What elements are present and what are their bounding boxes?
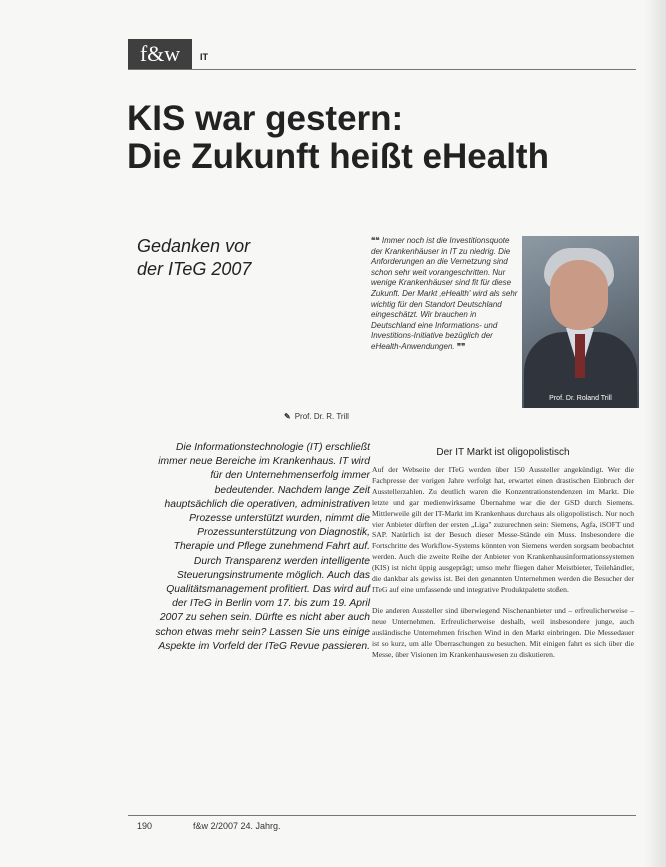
photo-caption: Prof. Dr. Roland Trill — [549, 395, 612, 402]
pull-quote-text: Immer noch ist die Investitionsquote der Krankenhäuser in IT zu niedrig. Die Anforderungen an die Vernetzung sind schon sehr weit vorangeschritten. Nur wenige Krankenhäuser sind fit für diese Zukunft. Der Markt ‚eHealth' wird als sehr wichtig für den Standort Deutschland eingeschätzt. Wir brauchen in Deutschland eine Informations- und Investitions-Initiative bezüglich der eHealth-Anwendungen. — [371, 236, 518, 351]
photo-tie-shape — [575, 334, 585, 378]
header-divider — [128, 69, 636, 70]
subtitle-line-2: der ITeG 2007 — [137, 259, 252, 279]
article-body — [372, 465, 634, 670]
body-paragraph: Auf der Webseite der ITeG werden über 150 Aussteller angekündigt. Wer die Fachpresse der vorigen Jahre verfolgt hat, erwartet einen drastischen Einbruch der Ausstellerzahlen. Zu deutlich waren die Konzentrationstendenzen im Markt. Die letzte und gar medienwirksame Übernahme war die der GSD durch Siemens. Mittlerweile gilt der IT-Markt im Krankenhaus durchaus als oligopolistisch. Nur noch vier Anbieter dürften der ersten „Liga" zuzurechnen sein: Siemens, Agfa, iSOFT und SAP. Natürlich ist der Besuch dieser Messe-Stände ein Muss. Insbesondere die Fortschritte des Workflow-Systems könnten von Siemens werden sorgsam beobachtet werden. Auch die zweite Reihe der Anbieter von Krankenhausinformationssystemen (KIS) ist nicht üppig ausgeprägt; umso mehr fliegen daher Meistbieter, Teilehändler, die dankbar als gewiss ist. Bei den genannten Unternehmen werden die Besucher der ITeG auf eine umfassende und integrative Produktpalette stoßen. — [372, 465, 634, 594]
footer-divider — [128, 815, 636, 816]
open-quote-icon: ❝❝ — [371, 236, 380, 245]
photo-face-shape — [550, 260, 608, 330]
article-subtitle — [137, 235, 337, 281]
title-line-2: Die Zukunft heißt eHealth — [127, 137, 549, 176]
pull-quote — [371, 236, 519, 353]
title-line-1: KIS war gestern: — [127, 99, 404, 138]
magazine-logo: f&w — [128, 39, 192, 69]
author-photo — [522, 236, 639, 408]
body-paragraph: Die anderen Aussteller sind überwiegend Nischenanbieter und – erfreulicherweise – neue Unternehmen. Erfreulicherweise deshalb, weil insbesondere junge, auch ausländische Unternehmen frischen Wind in den Markt einbringen. Die Messedauer ist so kurz, um alle Überraschungen zu besuchen. Mit einigen fahrt es sich über die Messe, über Visionen im Krankenhauswesen zu diskutieren. — [372, 605, 634, 659]
author-byline — [284, 412, 349, 421]
article-intro: Die Informationstechnologie (IT) erschließt immer neue Bereiche im Krankenhaus. IT wird für den Unternehmenserfolg immer bedeutender. Nachdem lange Zeit hauptsächlich die operativen, administrativen Prozesse unterstützt wurden, nimmt die Prozessunterstützung von Diagnostik, Therapie und Pflege zunehmend Fahrt auf. Durch Transparenz werden intelligente Steuerungsinstrumente möglich. Auch das Qualitätsmanagement profitiert. Das wird auf der ITeG in Berlin vom 17. bis zum 19. April 2007 zu sehen sein. Dürfte es nicht aber auch schon etwas mehr sein? Lassen Sie uns einige Aspekte im Vorfeld der ITeG Revue passieren. — [155, 442, 370, 652]
page-number: 190 — [137, 821, 153, 831]
section-heading: Der IT Markt ist oligopolistisch — [436, 447, 570, 458]
journal-reference: f&w 2/2007 24. Jahrg. — [193, 821, 281, 831]
subtitle-line-1: Gedanken vor — [137, 236, 251, 256]
section-label: IT — [200, 52, 208, 62]
article-title — [127, 100, 647, 176]
pen-icon: ✎ — [284, 412, 291, 421]
page-edge-shadow — [644, 0, 666, 867]
author-name: Prof. Dr. R. Trill — [294, 412, 349, 421]
close-quote-icon: ❞❞ — [456, 341, 466, 351]
